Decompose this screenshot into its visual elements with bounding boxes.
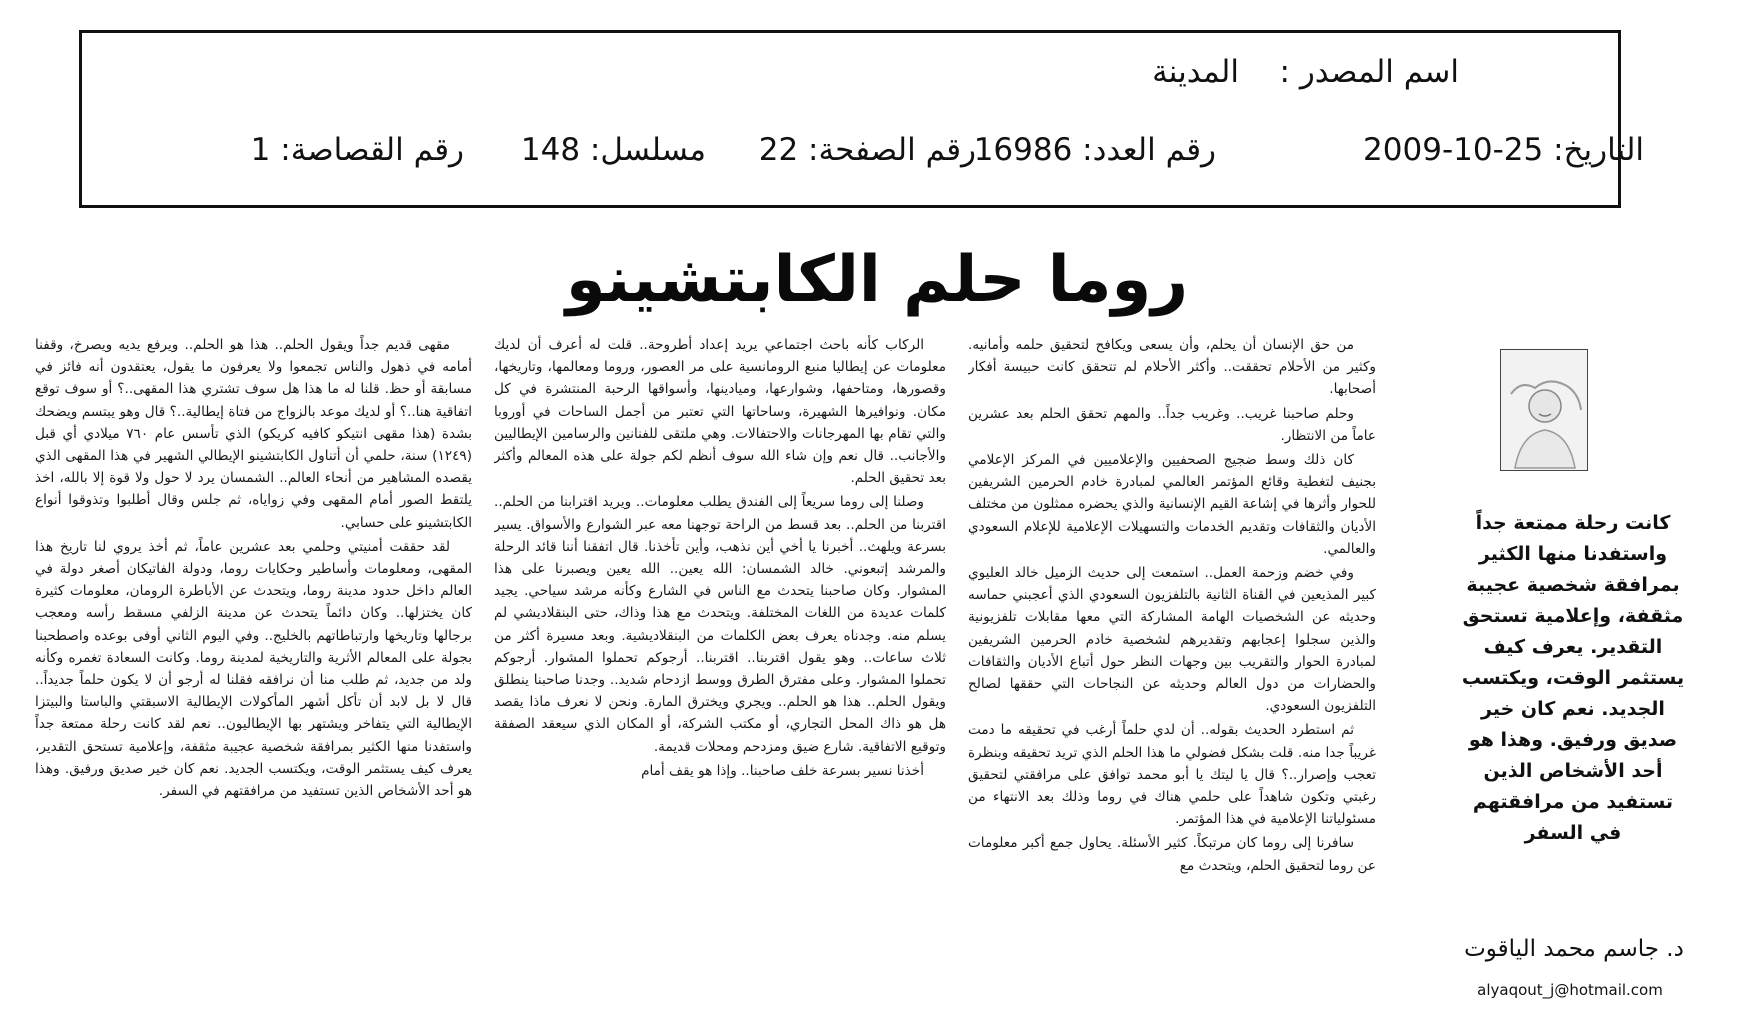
article-paragraph: سافرنا إلى روما كان مرتبكاً. كثير الأسئلة. يحاول جمع أكبر معلومات عن روما لتحقيق الحلم، ويتحدث مع xyxy=(968,835,1376,874)
article-paragraph: لقد حققت أمنيتي وحلمي بعد عشرين عاماً، ثم أخذ يروي لنا تاريخ هذا المقهى، ومعلومات وأساطير وحكايات روما، ودولة الفاتيكان أصغر دولة في العالم داخل حدود مدينة روما، ويتحدث عن الأباطرة الرومان، معلومات كثيرة كان يختزلها.. وكان دائماً يتحدث عن مدينة الزلفي مسقط رأسه ومعجب برجالها وتاريخها وارتباطاتهم بالخليج.. وفي اليوم الثاني أوفى بوعده واصطحبنا بجولة على المعالم الأثرية والتاريخية لمدينة روما. وكانت السعادة تغمره وكأنه ولد من جديد، ثم طلب منا أن نرافقه فقلنا له أرجو أن لا يكون حلماً جديداً.. قال لا بل لابد أن تأكل أشهر المأكولات الإيطالية الاسبقتي والباستا والبيتزا الإيطالية التي يتفاخر ويشتهر بها الإيطاليون.. نعم لقد كانت رحلة ممتعة جداً واستفدنا منها الكثير بمرافقة شخصية عجيبة مثقفة، وإعلامية تستحق التقدير، يعرف كيف يستثمر الوقت، ويكتسب الجديد. نعم كان خير صديق ورفيق. وهذا هو أحد الأشخاص الذين تستفيد من مرافقتهم في السفر. xyxy=(35,538,472,800)
page-field: رقم الصفحة: 22 xyxy=(758,132,976,168)
pull-quote: كانت رحلة ممتعة جداً واستفدنا منها الكثير بمرافقة شخصية عجيبة مثقفة، وإعلامية تستحق التقدير. يعرف كيف يستثمر الوقت، ويكتسب الجديد. نعم كان خير صديق ورفيق. وهذا هو أحد الأشخاص الذين تستفيد من مرافقتهم في السفر xyxy=(1461,512,1685,844)
clip-field: رقم القصاصة: 1 xyxy=(250,132,464,168)
article-column-2 xyxy=(494,334,946,1010)
source-value: المدينة xyxy=(1152,54,1239,90)
article-paragraph: وحلم صاحبنا غريب.. وغريب جداً.. والمهم تحقق الحلم بعد عشرين عاماً من الانتظار. xyxy=(968,405,1376,444)
article-paragraph: أخذنا نسير بسرعة خلف صاحبنا.. وإذا هو يقف أمام xyxy=(641,762,924,779)
author-email: alyaqout_j@hotmail.com xyxy=(1477,981,1663,999)
issue-field: رقم العدد: 16986 xyxy=(973,132,1216,168)
article-paragraph: وفي خضم وزحمة العمل.. استمعت إلى حديث الزميل خالد العليوي كبير المذيعين في القناة الثانية بالتلفزيون السعودي الذي أعجبني حماسه وحديثه عن الشخصيات الهامة المشاركة التي معها مقابلات تلفزيونية والذين سجلوا إعجابهم وتقديرهم لشخصية خادم الحرمين الشريفين لمبادرة الحوار والتقريب بين وجهات النظر حول أتباع الأديان والثقافات والحضارات من دول العالم وحديثه عن النجاحات التي حققها لصالح التلفزيون السعودي. xyxy=(968,565,1376,715)
article-paragraph: مقهى قديم جداً ويقول الحلم.. هذا هو الحلم.. ويرفع يديه ويصرخ، وقفنا أمامه في ذهول والناس تجمعوا ولا يعرفون ما يقول، يعتقدون أنه فائز في مسابقة أو حظ. قلنا له ما هذا هل سوف تشتري هذا المقهى..؟ أو سوف توقع اتفاقية هنا..؟ أو لديك موعد بالزواج من فتاة إيطالية..؟ قال وهو يبتسم ويضحك بشدة (هذا مقهى انتيكو كافيه كريكو) الذي تأسس عام ٧٦٠ ميلادي أي قبل (١٢٤٩) سنة، حلمي أن أتناول الكابتشينو الإيطالي الشهير في هذا المقهى الذي يقصده المشاهير من أنحاء العالم.. الشمسان يرد لا حول ولا قوة إلا بالله، اخذ يلتقط الصور أمام المقهى وفي زواياه، ثم جلس وقال أطلبوا وتذوقوا أنواع الكابتشينو على حسابي. xyxy=(35,337,472,531)
source-label: اسم المصدر : xyxy=(1279,54,1459,90)
article-paragraph: ثم استطرد الحديث بقوله.. أن لدي حلماً أرغب في تحقيقه ما دمت غريباً جدا منه. قلت بشكل فضولي ما هذا الحلم الذي تريد تحقيقه وبنظرة تعجب وإصرار..؟ قال يا ليتك يا أبو محمد توافق على مرافقتي لتحقيق رغبتي وتكون شاهداً على حلمي هناك في روما وذلك بعد الانتهاء من مسئولياتنا الإعلامية في هذا المؤتمر. xyxy=(968,722,1376,828)
article-paragraph: من حق الإنسان أن يحلم، وأن يسعى ويكافح لتحقيق حلمه وأمانيه. وكثير من الأحلام تحققت.. وأكثر الأحلام لم تتحقق كانت حبيسة أفكار أصحابها. xyxy=(968,337,1376,398)
article-column-1 xyxy=(968,334,1376,1010)
article-paragraph: وصلنا إلى روما سريعاً إلى الفندق يطلب معلومات.. ويريد اقترابنا من الحلم.. اقتربنا من الحلم.. بعد قسط من الراحة توجهنا معه عبر الشوارع والأسواق. يسير بسرعة ويلهث.. أخبرنا يا أخي أين نذهب، وأين تأخذنا. قال اتفقنا أننا قائد الرحلة والمرشد إتبعوني. خالد الشمسان: الله يعين.. الله يعين ويصبرنا على هذا المشوار. وكان صاحبنا يتحدث مع الناس في الشارع وكأنه مرشد سياحي. يجيد كلمات عديدة من اللغات المختلفة. ويتحدث مع هذا وذاك، حتى البنقلاديشي لم يسلم منه. وجدناه يعرف بعض الكلمات من البنقلاديشية. وبعد مسيرة أكثر من ثلاث ساعات.. وهو يقول اقتربنا.. اقتربنا.. أرجوكم تحملوا المشوار. أرجوكم تحملوا المشوار. وعلى مفترق الطرق ووسط ازدحام شديد.. وجدنا صاحبنا ينطلق ويقول الحلم.. هذا هو الحلم.. ويجري ويخترق المارة. ونحن لا نعرف ماذا يقصد هل هو ذاك المحل التجاري، أو مكتب الشركة، أو المكان الذي سيعقد الصفقة وتوقيع الاتفاقية. شارع ضيق ومزدحم ومحلات قديمة. xyxy=(494,494,946,755)
article-paragraph: كان ذلك وسط ضجيج الصحفيين والإعلاميين في المركز الإعلامي بجنيف لتغطية وقائع المؤتمر العالمي لمبادرة خادم الحرمين الشريفين للحوار وأثرها في إشاعة القيم الإنسانية والذي يحضره ممثلون من مختلف الأديان والثقافات وتقديم الخدمات والتسهيلات الإعلامية للإعلام السعودي والعالمي. xyxy=(968,452,1376,557)
article-headline: روما حلم الكابتشينو xyxy=(565,243,1189,317)
author-name: د. جاسم محمد الياقوت xyxy=(1464,936,1684,962)
article-column-3 xyxy=(35,334,472,1010)
date-field: التاريخ: 25-10-2009 xyxy=(1363,132,1644,168)
article-paragraph: الركاب كأنه باحث اجتماعي يريد إعداد أطروحة.. قلت له أعرف أن لديك معلومات عن إيطاليا منبع الرومانسية على مر العصور، وروما ومعالمها، وتاريخها، وقصورها، ومتاحفها، وشوارعها، وميادينها، وأسواقها الرحبة المنتشرة في كل مكان. ونوافيرها الشهيرة، وساحاتها التي تعتبر من أجمل الساحات في أوروبا والتي تقام بها المهرجانات والاحتفالات. وهي ملتقى للفنانين والرسامين الإيطاليين والأجانب.. قال نعم وإن شاء الله سوف أنظم لكم جولة على هذه المعالم وأكثر بعد تحقيق الحلم. xyxy=(494,337,946,487)
author-photo xyxy=(1500,349,1588,471)
serial-field: مسلسل: 148 xyxy=(520,132,706,168)
